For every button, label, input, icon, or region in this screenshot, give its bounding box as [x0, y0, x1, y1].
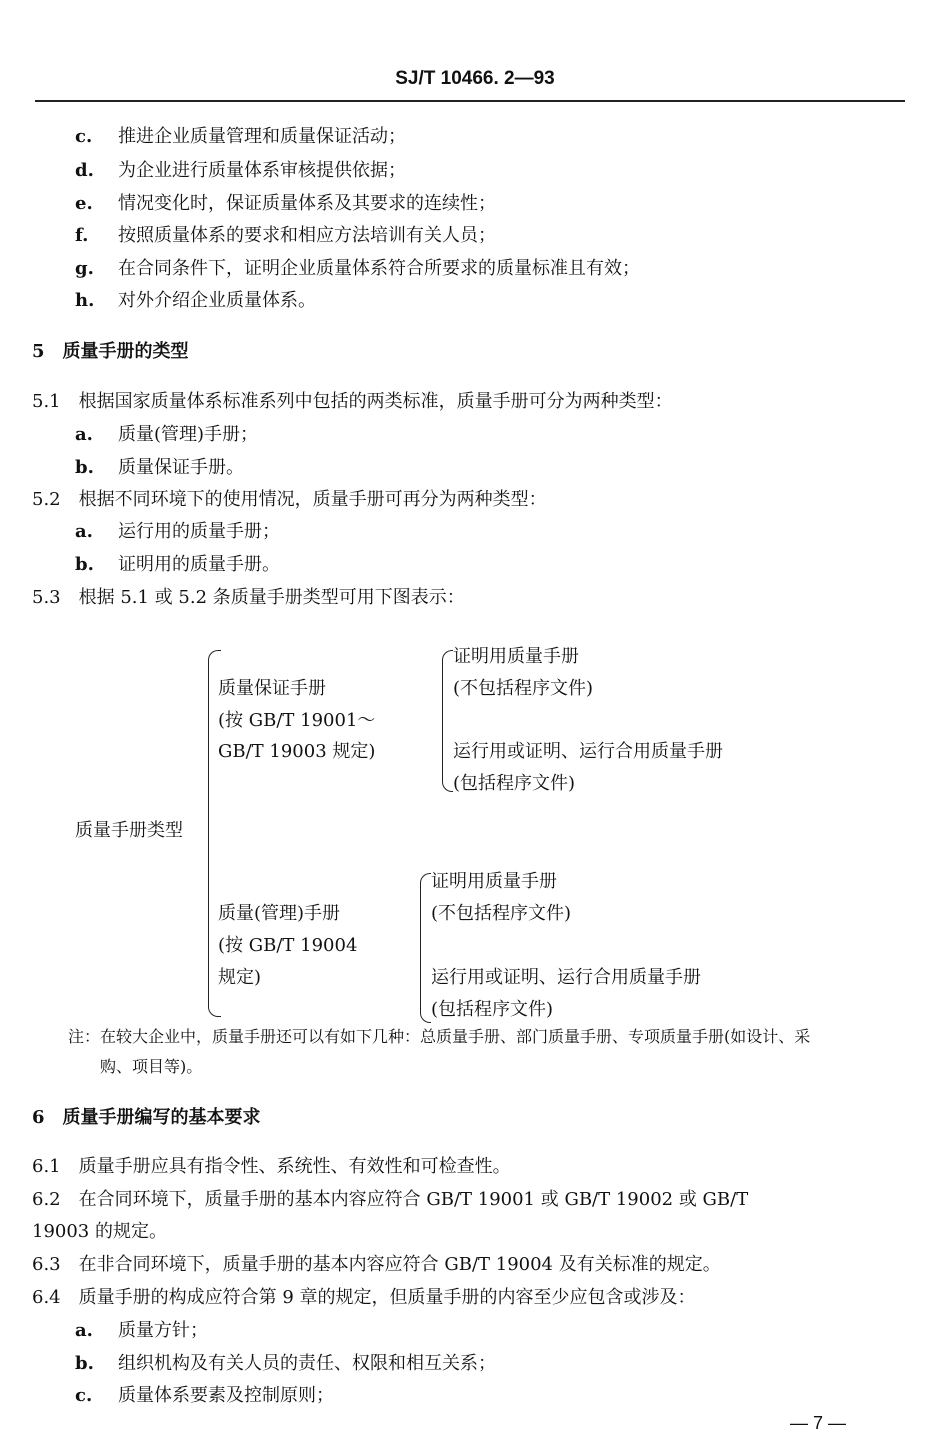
- list-item-text: 在合同条件下，证明企业质量体系符合所要求的质量标准且有效；: [118, 258, 640, 279]
- list-item-text: 证明用的质量手册。: [118, 554, 280, 575]
- diagram-root-label: 质量手册类型: [75, 820, 183, 841]
- list-item-letter: c.: [75, 126, 93, 147]
- list-item-letter: b.: [75, 554, 94, 575]
- clause-5-3: 5.3 根据 5.1 或 5.2 条质量手册类型可用下图表示：: [32, 587, 465, 608]
- header-rule: [35, 100, 905, 102]
- list-item-text: 质量方针；: [118, 1320, 208, 1341]
- list-item-text: 质量保证手册。: [118, 457, 244, 478]
- branch-2-leaf-1: (不包括程序文件): [431, 903, 572, 924]
- list-item-text: 运行用的质量手册；: [118, 521, 280, 542]
- branch-1-line: 质量保证手册: [218, 678, 326, 699]
- note-line-1: 注：在较大企业中，质量手册还可以有如下几种：总质量手册、部门质量手册、专项质量手册(如设计、采: [68, 1027, 811, 1046]
- branch-2-line: (按 GB/T 19004: [218, 935, 358, 956]
- list-item-letter: h.: [75, 290, 95, 311]
- clause-6-3: 6.3 在非合同环境下，质量手册的基本内容应符合 GB/T 19004 及有关标准的规定。: [32, 1254, 721, 1275]
- list-item-letter: b.: [75, 457, 94, 478]
- page-number: — 7 —: [790, 1413, 847, 1433]
- list-item-letter: c.: [75, 1385, 93, 1406]
- branch-2-leaf-2: (包括程序文件): [431, 999, 554, 1020]
- branch-1-line: GB/T 19003 规定): [218, 741, 376, 762]
- branch-1-leaf-1: 证明用质量手册: [453, 646, 579, 667]
- list-item-letter: g.: [75, 258, 94, 279]
- branch-2-line: 质量(管理)手册: [218, 903, 341, 924]
- note-line-2: 购、项目等)。: [100, 1057, 203, 1076]
- branch-2-leaf-1: 证明用质量手册: [431, 871, 557, 892]
- list-item-text: 组织机构及有关人员的责任、权限和相互关系；: [118, 1353, 496, 1374]
- clause-6-2-cont: 19003 的规定。: [32, 1221, 167, 1242]
- list-item-letter: a.: [75, 1320, 93, 1341]
- clause-5-1: 5.1 根据国家质量体系标准系列中包括的两类标准，质量手册可分为两种类型：: [32, 391, 673, 412]
- branch-1-line: (按 GB/T 19001～: [218, 710, 376, 731]
- branch-2-leaf-2: 运行用或证明、运行合用质量手册: [431, 967, 701, 988]
- list-item-text: 推进企业质量管理和质量保证活动；: [118, 126, 406, 147]
- list-item-text: 为企业进行质量体系审核提供依据；: [118, 160, 406, 181]
- list-item-text: 对外介绍企业质量体系。: [118, 290, 316, 311]
- clause-5-2: 5.2 根据不同环境下的使用情况，质量手册可再分为两种类型：: [32, 489, 547, 510]
- section-6-heading: 6 质量手册编写的基本要求: [32, 1107, 261, 1128]
- branch-2-brace: [420, 873, 431, 1023]
- list-item-text: 情况变化时，保证质量体系及其要求的连续性；: [118, 193, 496, 214]
- branch-2-line: 规定): [218, 967, 262, 988]
- clause-6-4: 6.4 质量手册的构成应符合第 9 章的规定，但质量手册的内容至少应包含或涉及：: [32, 1287, 696, 1308]
- clause-6-2: 6.2 在合同环境下，质量手册的基本内容应符合 GB/T 19001 或 GB/T 19002 或 GB/T: [32, 1189, 749, 1210]
- list-item-letter: e.: [75, 193, 93, 214]
- list-item-letter: f.: [75, 225, 89, 246]
- list-item-text: 质量(管理)手册；: [118, 424, 259, 445]
- branch-1-brace: [442, 650, 453, 792]
- branch-1-leaf-1: (不包括程序文件): [453, 678, 594, 699]
- root-brace: [208, 650, 221, 1017]
- branch-1-leaf-2: (包括程序文件): [453, 773, 576, 794]
- section-5-heading: 5 质量手册的类型: [32, 341, 189, 362]
- list-item-letter: d.: [75, 160, 94, 181]
- list-item-text: 质量体系要素及控制原则；: [118, 1385, 334, 1406]
- list-item-letter: b.: [75, 1353, 94, 1374]
- list-item-letter: a.: [75, 424, 93, 445]
- list-item-text: 按照质量体系的要求和相应方法培训有关人员；: [118, 225, 496, 246]
- document-code-header: SJ/T 10466. 2—93: [395, 68, 555, 89]
- clause-6-1: 6.1 质量手册应具有指令性、系统性、有效性和可检查性。: [32, 1156, 511, 1177]
- branch-1-leaf-2: 运行用或证明、运行合用质量手册: [453, 741, 723, 762]
- list-item-letter: a.: [75, 521, 93, 542]
